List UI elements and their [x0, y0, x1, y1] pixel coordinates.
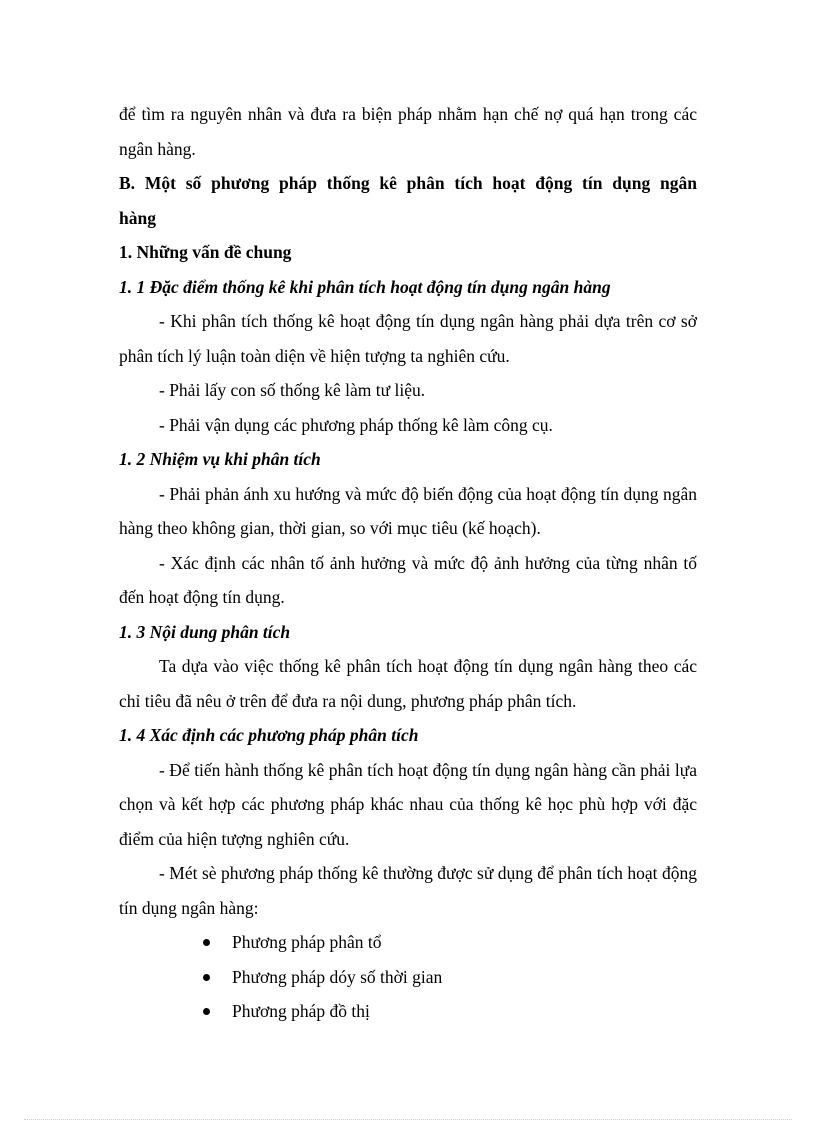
- subsection-1-3-heading: 1. 3 Nội dung phân tích: [119, 621, 291, 642]
- subsection-1-4-heading: 1. 4 Xác định các phương pháp phân tích: [119, 725, 419, 745]
- list-item-label: Phương pháp phân tổ: [232, 932, 382, 952]
- list-item: [119, 960, 697, 995]
- subsection-1-2-heading: 1. 2 Nhiệm vụ khi phân tích: [119, 449, 321, 469]
- paragraph-1-2-b: - Xác định các nhân tố ảnh hưởng và mức độ ảnh hưởng của từng nhân tố đến hoạt động tín dụng.: [119, 552, 697, 607]
- list-item: [119, 994, 697, 1029]
- paragraph-1-3-a: Ta dựa vào việc thống kê phân tích hoạt động tín dụng ngân hàng theo các chỉ tiêu đã nêu ở trên để đưa ra nội dung, phương pháp phân tích.: [119, 656, 697, 711]
- document-page: [119, 97, 697, 1029]
- subsection-1-1-heading: 1. 1 Đặc điểm thống kê khi phân tích hoạt động tín dụng ngân hàng: [119, 276, 611, 297]
- list-item-label: Phương pháp dóy số thời gian: [232, 966, 443, 987]
- bullet-icon: [203, 974, 210, 981]
- list-item-label: Phương pháp đồ thị: [232, 1001, 370, 1021]
- bullet-icon: [203, 939, 210, 946]
- paragraph-1-4-a: - Để tiến hành thống kê phân tích hoạt động tín dụng ngân hàng cần phải lựa chọn và kết hợp các phương pháp khác nhau của thống kê học phù hợp với đặc điểm của hiện tượng nghiên cứu.: [119, 759, 697, 849]
- page-bottom-divider: [24, 1119, 792, 1120]
- section-1-heading: 1. Những vấn đề chung: [119, 242, 292, 262]
- list-item: [119, 925, 697, 960]
- paragraph-1-4-b: - Mét sè phương pháp thống kê thường được sử dụng để phân tích hoạt động tín dụng ngân hàng:: [119, 863, 697, 918]
- section-b-heading: B. Một số phương pháp thống kê phân tích hoạt động tín dụng ngân hàng: [119, 173, 697, 228]
- paragraph-1-2-a: - Phải phản ánh xu hướng và mức độ biến động của hoạt động tín dụng ngân hàng theo không gian, thời gian, so với mục tiêu (kế hoạch).: [119, 483, 697, 538]
- paragraph-intro: để tìm ra nguyên nhân và đưa ra biện pháp nhằm hạn chế nợ quá hạn trong các ngân hàng.: [119, 104, 697, 159]
- methods-bullet-list: [119, 925, 697, 1029]
- bullet-icon: [203, 1008, 210, 1015]
- paragraph-1-1-a: - Khi phân tích thống kê hoạt động tín dụng ngân hàng phải dựa trên cơ sở phân tích lý luận toàn diện về hiện tượng ta nghiên cứu.: [119, 311, 697, 366]
- paragraph-1-1-b: - Phải lấy con số thống kê làm tư liệu.: [159, 380, 426, 400]
- paragraph-1-1-c: - Phải vận dụng các phương pháp thống kê làm công cụ.: [159, 414, 553, 435]
